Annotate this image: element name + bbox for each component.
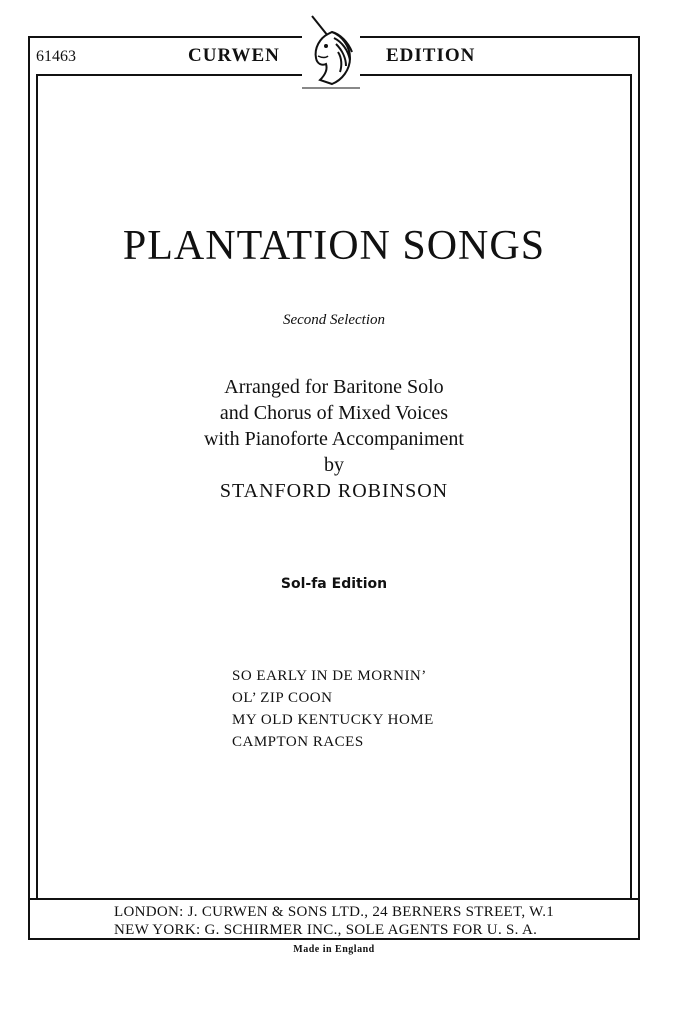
song-item: SO EARLY IN DE MORNIN’ <box>232 668 427 684</box>
song-item: CAMPTON RACES <box>232 734 364 750</box>
arrangement-by: by <box>324 454 344 476</box>
made-in-england: Made in England <box>293 944 375 955</box>
composer-name: STANFORD ROBINSON <box>219 480 449 502</box>
brand-curwen: CURWEN <box>188 45 280 66</box>
song-item: OL’ ZIP COON <box>232 690 333 706</box>
brand-edition: EDITION <box>386 45 476 66</box>
song-item: MY OLD KENTUCKY HOME <box>232 712 434 728</box>
edition-label: Sol-fa Edition <box>280 576 388 592</box>
catalog-number: 61463 <box>36 48 76 65</box>
arrangement-line: with Pianoforte Accompaniment <box>204 428 464 450</box>
footer-new-york: NEW YORK: G. SCHIRMER INC., SOLE AGENTS FOR U. S. A. <box>114 922 538 938</box>
subtitle: Second Selection <box>282 312 386 328</box>
page-title: PLANTATION SONGS <box>122 223 546 269</box>
unicorn-logo-icon <box>302 14 360 90</box>
arrangement-line: Arranged for Baritone Solo <box>224 376 444 398</box>
arrangement-line: and Chorus of Mixed Voices <box>219 402 449 424</box>
footer-london: LONDON: J. CURWEN & SONS LTD., 24 BERNERS STREET, W.1 <box>114 904 555 920</box>
